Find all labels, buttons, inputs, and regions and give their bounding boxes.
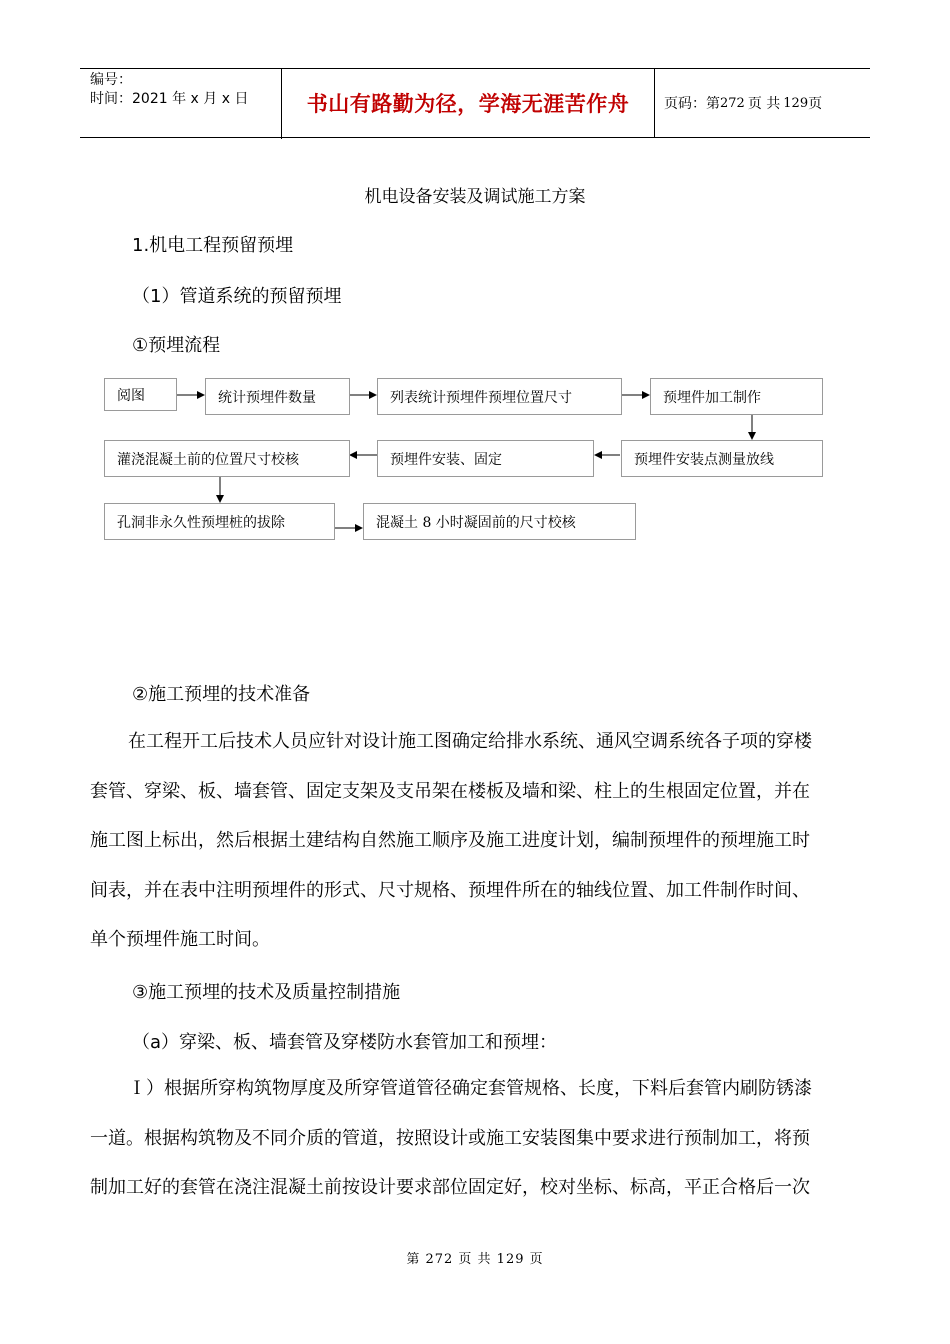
page-footer: 第 272 页 共 129 页 <box>406 1252 544 1267</box>
subsection-heading-1: （1）管道系统的预留预埋 <box>132 286 342 307</box>
paragraph-line: 在工程开工后技术人员应针对设计施工图确定给排水系统、通风空调系统各子项的穿楼 <box>128 731 812 752</box>
item-heading-quality: ③施工预埋的技术及质量控制措施 <box>132 982 401 1003</box>
paragraph-tech-prep <box>90 717 880 965</box>
paragraph-line: Ｉ）根据所穿构筑物厚度及所穿管道管径确定套管规格、长度，下料后套管内刷防锈漆 <box>128 1078 812 1099</box>
page-mid: 页 共 <box>747 96 781 112</box>
section-heading-1: 1.机电工程预留预埋 <box>132 235 294 256</box>
flow-box-remove-pile: 孔洞非永久性预埋桩的拔除 <box>104 503 335 540</box>
page-current: 272 <box>720 95 745 111</box>
item-subheading-sleeve: （a）穿梁、板、墙套管及穿楼防水套管加工和预埋： <box>132 1032 558 1053</box>
flow-box-8h-check: 混凝土 8 小时凝固前的尺寸校核 <box>363 503 636 540</box>
page-prefix: 页码：第 <box>664 96 720 112</box>
document-title: 机电设备安装及调试施工方案 <box>364 187 586 207</box>
paragraph-line: 单个预埋件施工时间。 <box>90 929 270 950</box>
item-heading-tech-prep: ②施工预埋的技术准备 <box>132 684 311 705</box>
paragraph-line: 制加工好的套管在浇注混凝土前按设计要求部位固定好，校对坐标、标高，平正合格后一次 <box>90 1177 810 1198</box>
item-heading-flow: ①预埋流程 <box>132 335 221 356</box>
paragraph-line: 套管、穿梁、板、墙套管、固定支架及支吊架在楼板及墙和梁、柱上的生根固定位置，并在 <box>90 780 810 802</box>
flow-box-count-parts: 统计预埋件数量 <box>205 378 350 415</box>
flow-box-fabrication: 预埋件加工制作 <box>650 378 823 415</box>
paragraph-line: 间表，并在表中注明预埋件的形式、尺寸规格、预埋件所在的轴线位置、加工件制作时间、 <box>90 879 810 901</box>
flow-box-read-drawings: 阅图 <box>104 378 177 411</box>
flow-box-precast-check: 灌浇混凝土前的位置尺寸校核 <box>104 440 350 477</box>
flow-box-install-fix: 预埋件安装、固定 <box>377 440 594 477</box>
number-label: 编号： <box>90 72 132 88</box>
flow-box-list-positions: 列表统计预埋件预埋位置尺寸 <box>377 378 622 415</box>
paragraph-sleeve <box>90 1064 880 1213</box>
paragraph-line: 施工图上标出，然后根据土建结构自然施工顺序及施工进度计划，编制预埋件的预埋施工时 <box>90 830 810 851</box>
page-total: 129 <box>783 95 809 111</box>
header-motto: 书山有路勤为径，学海无涯苦作舟 <box>282 69 655 137</box>
page-suffix: 页 <box>808 96 823 112</box>
paragraph-line: 一道。根据构筑物及不同介质的管道，按照设计或施工安装图集中要求进行预制加工，将预 <box>90 1127 810 1149</box>
flow-box-survey-layout: 预埋件安装点测量放线 <box>621 440 823 477</box>
date-label: 时间：2021 年 x 月 x 日 <box>90 91 249 107</box>
